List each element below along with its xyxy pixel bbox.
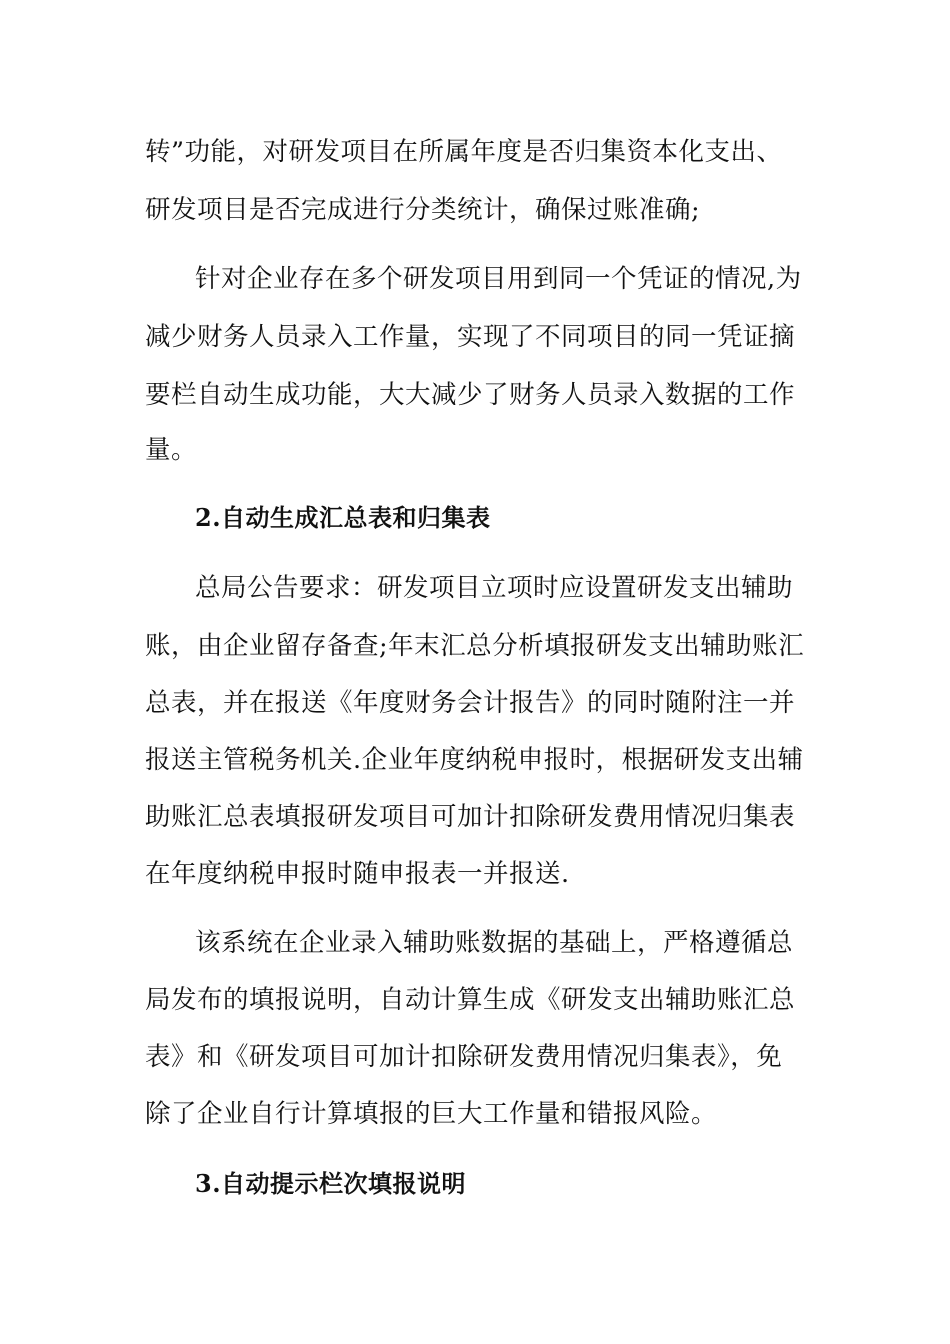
paragraph-line: 账，由企业留存备查;年末汇总分析填报研发支出辅助账汇 bbox=[145, 631, 805, 661]
section-heading-2: 2.自动生成汇总表和归集表 bbox=[195, 503, 491, 532]
paragraph-line: 转”功能，对研发项目在所属年度是否归集资本化支出、 bbox=[145, 137, 783, 167]
paragraph-line: 量。 bbox=[145, 435, 198, 465]
paragraph-line: 总表，并在报送《年度财务会计报告》的同时随附注一并 bbox=[145, 688, 796, 718]
paragraph-line: 局发布的填报说明，自动计算生成《研发支出辅助账汇总 bbox=[145, 985, 796, 1015]
paragraph-line: 研发项目是否完成进行分类统计，确保过账准确; bbox=[145, 195, 701, 225]
paragraph-line: 除了企业自行计算填报的巨大工作量和错报风险。 bbox=[145, 1099, 718, 1129]
paragraph-line: 总局公告要求：研发项目立项时应设置研发支出辅助 bbox=[195, 573, 794, 603]
paragraph-line: 表》和《研发项目可加计扣除研发费用情况归集表》，免 bbox=[145, 1042, 783, 1072]
paragraph-line: 针对企业存在多个研发项目用到同一个凭证的情况,为 bbox=[195, 264, 802, 294]
paragraph-line: 减少财务人员录入工作量，实现了不同项目的同一凭证摘 bbox=[145, 322, 796, 352]
paragraph-line: 该系统在企业录入辅助账数据的基础上，严格遵循总 bbox=[195, 928, 794, 958]
paragraph-line: 在年度纳税申报时随申报表一并报送. bbox=[145, 859, 570, 889]
section-heading-3: 3.自动提示栏次填报说明 bbox=[195, 1169, 467, 1198]
paragraph-line: 助账汇总表填报研发项目可加计扣除研发费用情况归集表 bbox=[145, 802, 796, 832]
paragraph-line: 要栏自动生成功能，大大减少了财务人员录入数据的工作 bbox=[145, 380, 796, 410]
paragraph-line: 报送主管税务机关.企业年度纳税申报时，根据研发支出辅 bbox=[145, 745, 804, 775]
